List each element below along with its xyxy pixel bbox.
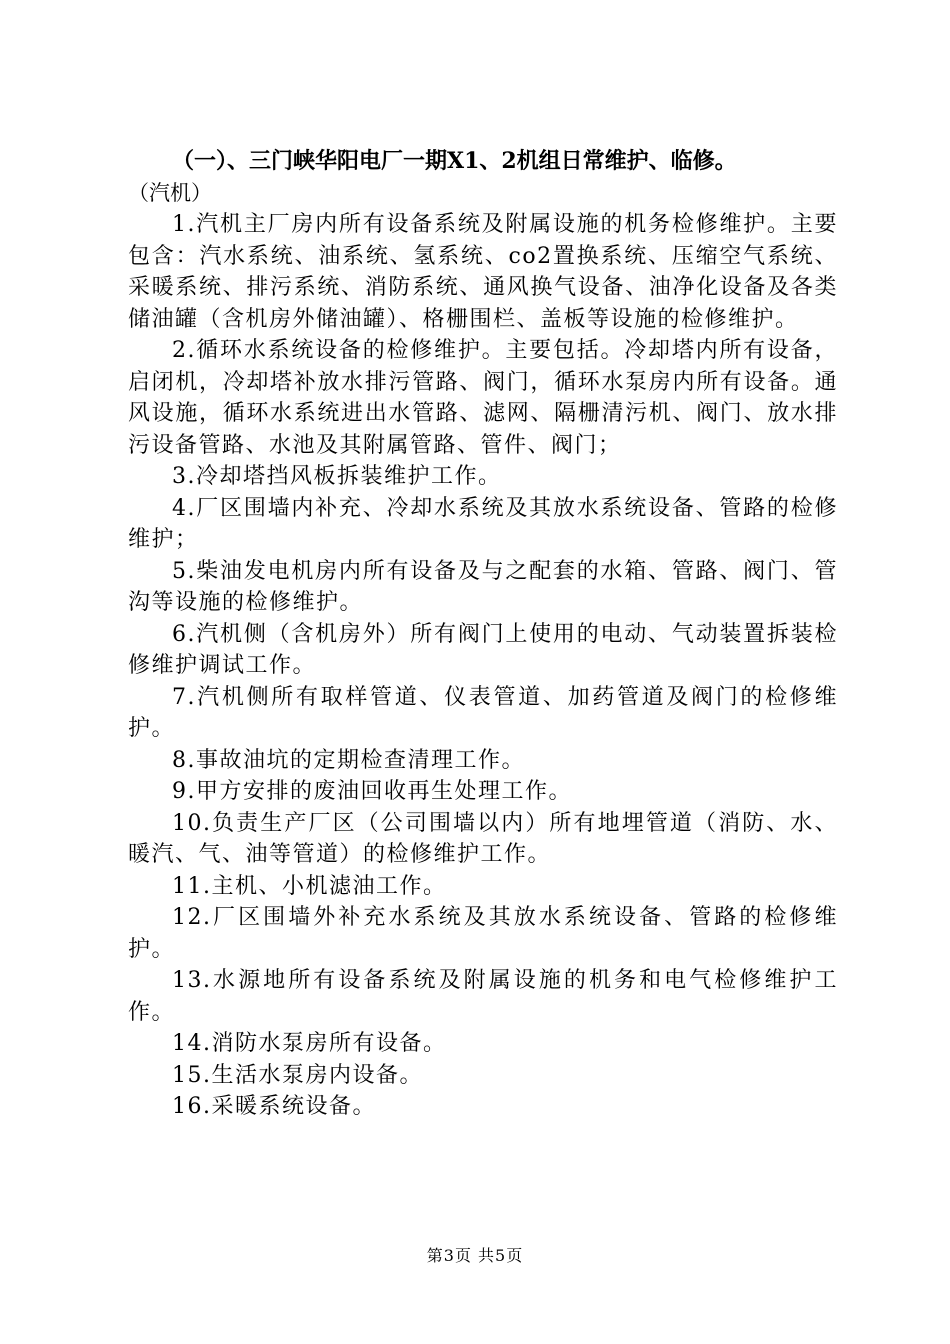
paragraph-4: 4.厂区围墙内补充、冷却水系统及其放水系统设备、管路的检修维护； <box>128 495 838 552</box>
paragraph-3: 3.冷却塔挡风板拆装维护工作。 <box>172 464 502 489</box>
paragraph-6: 6.汽机侧（含机房外）所有阀门上使用的电动、气动装置拆装检修维护调试工作。 <box>128 621 838 678</box>
paragraph-5: 5.柴油发电机房内所有设备及与之配套的水箱、管路、阀门、管沟等设施的检修维护。 <box>128 558 838 615</box>
section-subheading: （汽机） <box>128 181 212 205</box>
paragraph-14: 14.消防水泵房所有设备。 <box>172 1031 447 1056</box>
paragraph-12: 12.厂区围墙外补充水系统及其放水系统设备、管路的检修维护。 <box>128 905 838 962</box>
paragraph-10: 10.负责生产厂区（公司围墙以内）所有地埋管道（消防、水、暖汽、气、油等管道）的检修维护工作。 <box>128 810 838 867</box>
paragraph-13: 13.水源地所有设备系统及附属设施的机务和电气检修维护工作。 <box>128 968 838 1025</box>
paragraph-7: 7.汽机侧所有取样管道、仪表管道、加药管道及阀门的检修维护。 <box>128 684 838 741</box>
page-number-footer: 第3页 共5页 <box>426 1246 524 1265</box>
document-body <box>128 144 838 1123</box>
paragraph-1: 1.汽机主厂房内所有设备系统及附属设施的机务检修维护。主要包含：汽水系统、油系统、氢系统、co2置换系统、压缩空气系统、采暖系统、排污系统、消防系统、通风换气设备、油净化设备及各类储油罐（含机房外储油罐）、格栅围栏、盖板等设施的检修维护。 <box>128 212 838 332</box>
paragraph-15: 15.生活水泵房内设备。 <box>172 1062 423 1088</box>
paragraph-2: 2.循环水系统设备的检修维护。主要包括。冷却塔内所有设备，启闭机，冷却塔补放水排污管路、阀门，循环水泵房内所有设备。通风设施，循环水系统进出水管路、滤网、隔栅清污机、阀门、放水排污设备管路、水池及其附属管路、管件、阀门； <box>128 338 838 458</box>
paragraph-8: 8.事故油坑的定期检查清理工作。 <box>172 747 525 773</box>
paragraph-11: 11.主机、小机滤油工作。 <box>172 873 447 899</box>
paragraph-9: 9.甲方安排的废油回收再生处理工作。 <box>172 779 572 804</box>
section-heading: （一）、三门峡华阳电厂一期X1、2机组日常维护、临修。 <box>172 148 737 174</box>
paragraph-16: 16.采暖系统设备。 <box>172 1094 376 1119</box>
